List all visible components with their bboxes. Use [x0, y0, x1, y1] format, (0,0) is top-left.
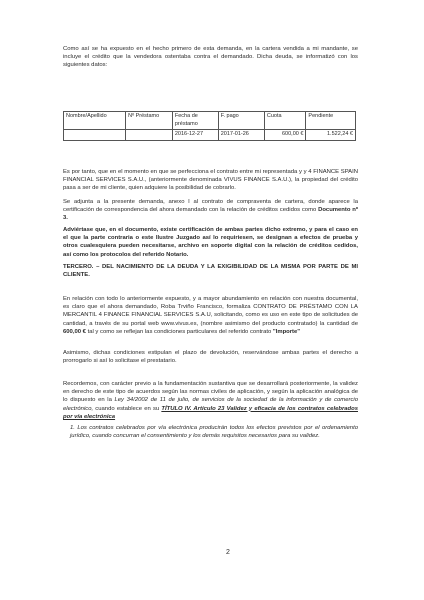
table-cell [64, 130, 126, 141]
section-heading-tercero: TERCERO. – DEL NACIMIENTO DE LA DEUDA Y LA EXIGIBILIDAD DE LA MISMA POR PARTE DE MI CLIENTE. [63, 264, 358, 279]
ownership-paragraph: Es por tanto, que en el momento en que se perfecciona el contrato entre mi representada y y 4 FINANCE SPAIN FINANCIAL SERVICES S.A.U., (anteriormente denominada VIVUS FINANCE S.A.U.), la propiedad del crédito pasa a ser de mi cliente, quien adquiere la posibilidad de cobrarlo. [63, 169, 358, 192]
relation-text-2: tal y como se reflejan las condiciones particulares del referido contrato [85, 328, 273, 335]
law-reference: Ley 34/2002 de 11 de julio, de servicios de la sociedad de la información y de comercio electrónico, [63, 397, 358, 412]
recordemos-text-2: cuando establece en su [93, 405, 162, 412]
relation-paragraph [63, 295, 358, 336]
table-row [64, 130, 356, 141]
table-cell: 1.522,24 € [306, 130, 356, 141]
table-cell: 2017-01-26 [218, 130, 264, 141]
table-cell: 600,00 € [264, 130, 306, 141]
loan-table [63, 111, 356, 141]
table-header-cell: F. pago [218, 112, 264, 130]
document-reference: Documento nº 3. [63, 207, 358, 222]
recordemos-text: Recordemos, con carácter previo a la fundamentación sustantiva que se desarrollará posteriormente, la validez en derecho de este tipo de acuerdos según las normas civiles de aplicación, y según la aplicación analógica de lo dispuesto en la [63, 381, 358, 404]
recordemos-paragraph [63, 380, 358, 421]
table-header-cell: Fecha de préstamo [172, 112, 218, 130]
table-header-row [64, 112, 356, 130]
importe-label: "Importe" [272, 328, 301, 335]
article-title: TÍTULO IV. Artículo 23 Validez y eficacia de los contratos celebrados por vía electrónica [63, 405, 358, 420]
conditions-paragraph: Asimismo, dichas condiciones estipulan el plazo de devolución, reservándose ambas partes el derecho a prorrogarlo si así lo solicitase el prestatario. [63, 350, 358, 365]
table-cell [126, 130, 173, 141]
loan-amount: 600,00 € [63, 328, 86, 335]
table-header-cell: Nombre/Apellido [64, 112, 126, 130]
annex-text: Se adjunta a la presente demanda, anexo I al contrato de compraventa de cartera, donde aparece la certificación de correspondencia del ahora demandado con la relación de créditos cedidos como [63, 199, 358, 214]
page-number: 2 [226, 549, 230, 556]
relation-text: En relación con todo lo anteriormente expuesto, y a mayor abundamiento en relación con nuestra documental, es claro que el ahora demandado, Roba Trviño Francisco, formaliza CONTRATO DE PRÉSTAMO CON LA MERCANTIL 4 FINANCE FINANCIAL SERVICES S.A.U, solicitando, como es uso en este tipo de solicitudes de cantidad, a través de su portal web www.vivus.es, (nombre asimismo del producto contratado) la cantidad de [63, 296, 358, 327]
table-header-cell: Nº Préstamo [126, 112, 173, 130]
table-cell: 2016-12-27 [172, 130, 218, 141]
table-header-cell: Cuota [264, 112, 306, 130]
warning-paragraph: Adviértase que, en el documento, existe certificación de ambas partes dicho extremo, y para el caso en el que la parte contraria o este Ilustre Juzgado así lo requiriesen, se designan a efectos de prueba y otros cualesquiera pueden necesitarse, archivo en soporte digital con la relación de créditos cedidos, así como los protocolos del referido Notario. [63, 227, 358, 258]
article-quote: 1. Los contratos celebrados por vía electrónica producirán todos los efectos previstos por el ordenamiento jurídico, cuando concurran el consentimiento y los demás requisitos necesarios para su validez. [70, 425, 358, 440]
table-header-cell: Pendiente [306, 112, 356, 130]
annex-paragraph [63, 198, 358, 223]
intro-paragraph: Como así se ha expuesto en el hecho primero de esta demanda, en la cartera vendida a mi mandante, se incluye el crédito que la vendedora ostentaba contra el demandado. Dicha deuda, se informatizó con los siguientes datos: [63, 46, 358, 69]
